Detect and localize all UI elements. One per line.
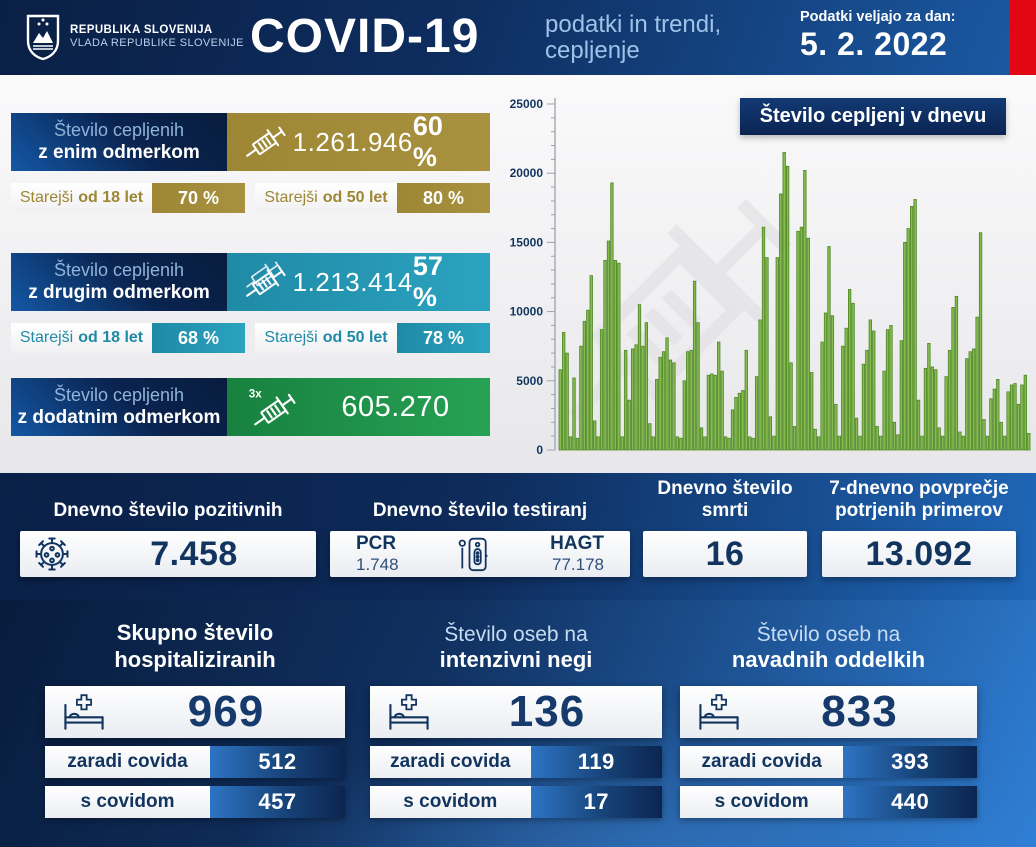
government-name	[70, 23, 244, 51]
svg-text:10000: 10000	[509, 304, 543, 319]
hospitalized-column	[45, 600, 345, 818]
regular-ward-column	[680, 600, 977, 818]
pcr-cell	[356, 534, 399, 574]
chart-title: Število cepljenj v dnevu	[740, 98, 1006, 135]
svg-text:0: 0	[536, 443, 543, 457]
dose1-age18-percent: 70 %	[152, 183, 245, 213]
data-date: Podatki veljajo za dan: 5. 2. 2022	[800, 9, 956, 62]
hospitalized-row-covid: zaradi covida 512	[45, 746, 345, 778]
svg-text:5000: 5000	[516, 373, 543, 388]
syringe-icon	[241, 120, 293, 164]
card-booster-value	[227, 378, 490, 436]
daily-tests-column	[330, 473, 630, 577]
hospitalized-total: 969	[187, 687, 265, 736]
daily-stats-band	[0, 473, 1036, 600]
hagt-label: HAGT	[550, 533, 604, 555]
svg-text:20000: 20000	[509, 166, 543, 181]
daily-tests-box	[330, 531, 630, 577]
avg7day-column	[822, 473, 1016, 577]
regular-ward-title: Število oseb na navadnih oddelkih	[731, 622, 926, 673]
rapid-test-icon	[456, 534, 492, 574]
dose2-age18-label: Starejši od 18 let	[11, 323, 152, 353]
dose1-age50-percent: 80 %	[397, 183, 490, 213]
org-line2: VLADA REPUBLIKE SLOVENIJE	[70, 37, 244, 50]
dose2-count: 1.213.414	[292, 266, 413, 297]
regular-ward-total: 833	[821, 687, 898, 736]
red-accent-stripe	[1010, 0, 1036, 75]
triple-syringe-icon	[241, 384, 301, 430]
hospitalized-title: Skupno število hospitaliziranih	[114, 620, 276, 673]
dose2-percent: 57 %	[412, 251, 443, 312]
icu-row-with-covid: s covidom 17	[370, 786, 662, 818]
svg-text:15000: 15000	[509, 235, 543, 250]
slovenia-coat-of-arms-icon	[24, 13, 62, 61]
top-section	[0, 75, 1036, 473]
hagt-cell	[550, 534, 604, 574]
daily-positives-box	[20, 531, 316, 577]
card-dose1-label: Število cepljenih z enim odmerkom	[11, 113, 227, 171]
card-dose2-label: Število cepljenih z drugim odmerkom	[11, 253, 227, 311]
header	[0, 0, 1036, 75]
card-booster-label: Število cepljenih z dodatnim odmerkom	[11, 378, 227, 436]
virus-icon	[32, 534, 72, 574]
booster-3x-badge: 3x	[248, 387, 262, 401]
daily-vaccinations-bar-chart	[495, 90, 1036, 468]
hospital-bed-icon	[386, 692, 432, 732]
hospitalized-row-with-covid: s covidom 457	[45, 786, 345, 818]
double-syringe-icon	[241, 260, 293, 304]
hospital-bed-icon	[61, 692, 107, 732]
icu-total: 136	[508, 687, 586, 736]
daily-deaths-column	[643, 473, 807, 577]
page-title: COVID-19	[250, 10, 480, 63]
pcr-label: PCR	[356, 533, 397, 555]
org-line1: REPUBLIKA SLOVENIJA	[70, 24, 213, 36]
page-subtitle: podatki in trendi, cepljenje	[545, 11, 722, 65]
hospital-bed-icon	[696, 692, 742, 732]
icu-total-box	[370, 686, 662, 738]
card-dose2-value	[227, 253, 490, 311]
daily-deaths-box	[643, 531, 807, 577]
hagt-value: 77.178	[552, 555, 604, 575]
daily-deaths-value: 16	[705, 534, 745, 573]
daily-positives-column	[20, 473, 316, 577]
dose2-age18-percent: 68 %	[152, 323, 245, 353]
daily-positives-title: Dnevno število pozitivnih	[53, 500, 283, 522]
daily-tests-title: Dnevno število testiranj	[372, 500, 588, 522]
avg7day-title: 7-dnevno povprečje potrjenih primerov	[829, 478, 1009, 522]
booster-count: 605.270	[341, 390, 450, 423]
vaccinations-chart-area	[495, 90, 1036, 468]
dose1-age50-label: Starejši od 50 let	[255, 183, 397, 213]
svg-text:25000: 25000	[509, 97, 543, 111]
icu-column	[370, 600, 662, 818]
icu-row-covid: zaradi covida 119	[370, 746, 662, 778]
avg7day-value: 13.092	[865, 534, 973, 573]
avg7day-box	[822, 531, 1016, 577]
regular-ward-total-box	[680, 686, 977, 738]
dose2-age50-label: Starejši od 50 let	[255, 323, 397, 353]
daily-positives-value: 7.458	[150, 534, 238, 573]
dose1-count: 1.261.946	[292, 126, 413, 157]
daily-deaths-title: Dnevno število smrti	[657, 478, 793, 522]
dose1-percent: 60 %	[412, 111, 443, 172]
regular-ward-row-covid: zaradi covida 393	[680, 746, 977, 778]
dose2-age50-percent: 78 %	[397, 323, 490, 353]
hospital-stats-band	[0, 600, 1036, 847]
regular-ward-row-with-covid: s covidom 440	[680, 786, 977, 818]
dose1-age18-label: Starejši od 18 let	[11, 183, 152, 213]
pcr-value: 1.748	[356, 555, 399, 575]
card-dose1-value	[227, 113, 490, 171]
hospitalized-total-box	[45, 686, 345, 738]
icu-title: Število oseb na intenzivni negi	[439, 622, 593, 673]
